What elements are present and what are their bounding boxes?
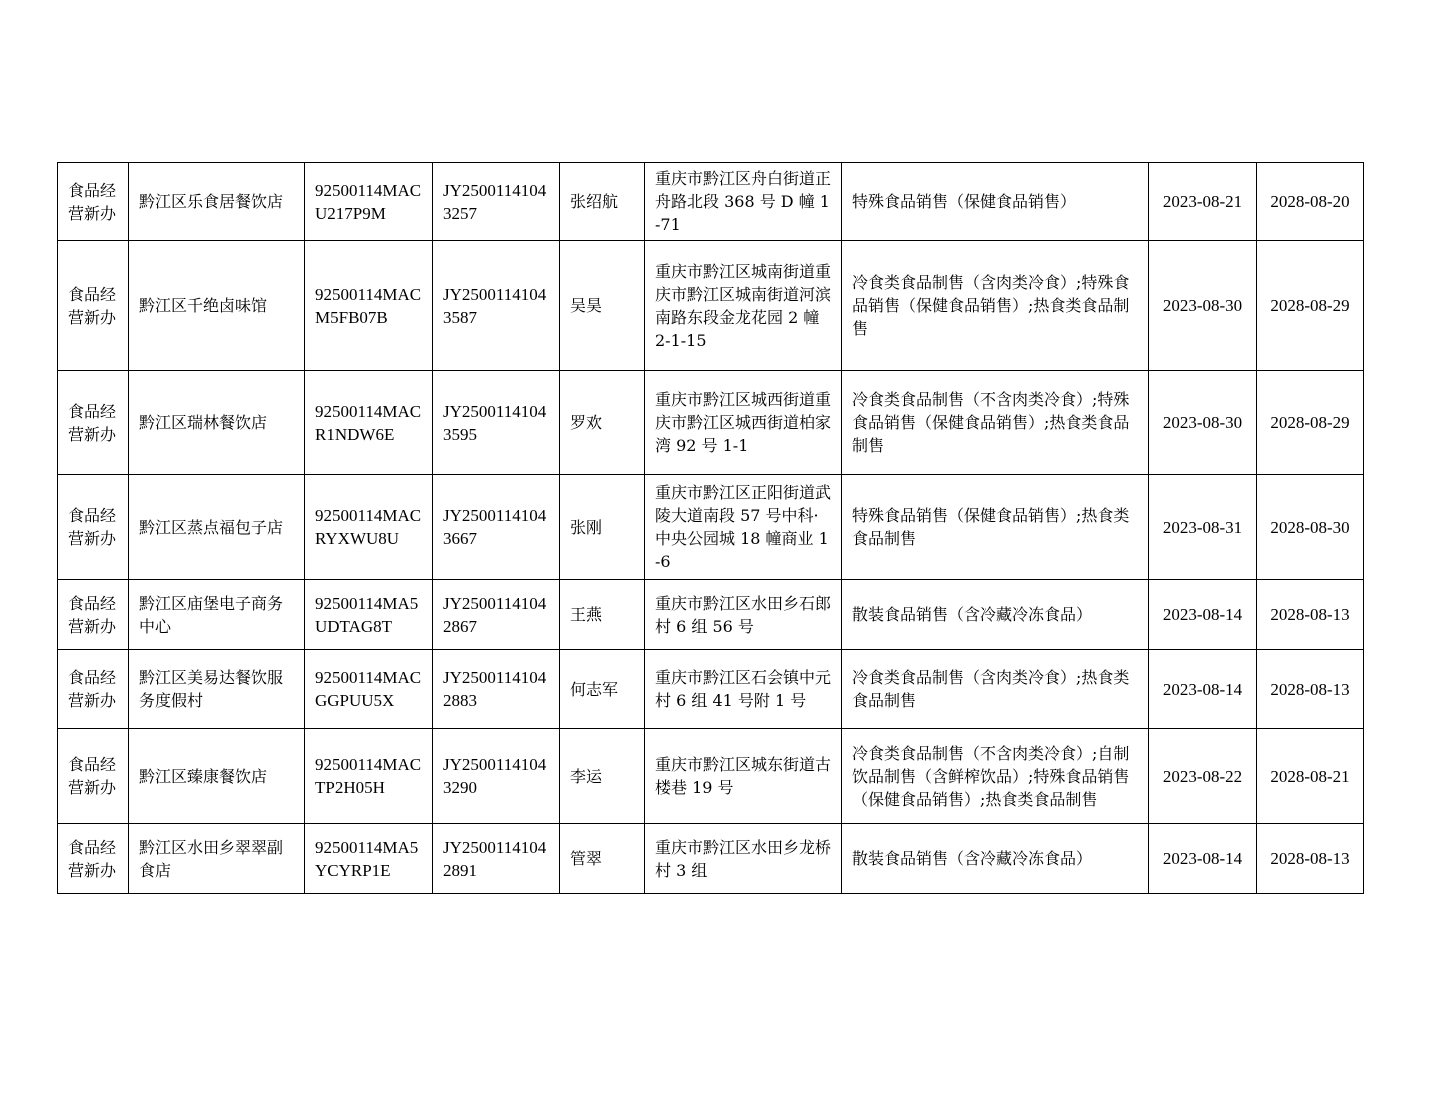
cell-legal-person: 王燕 — [560, 580, 645, 650]
cell-business-scope: 特殊食品销售（保健食品销售） — [842, 163, 1149, 241]
cell-business-scope: 冷食类食品制售（含肉类冷食）;热食类食品制售 — [842, 650, 1149, 729]
cell-start-date: 2023-08-31 — [1149, 475, 1257, 580]
cell-business-scope: 冷食类食品制售（含肉类冷食）;特殊食品销售（保健食品销售）;热食类食品制售 — [842, 241, 1149, 371]
cell-end-date: 2028-08-29 — [1257, 371, 1364, 475]
cell-address: 重庆市黔江区正阳街道武陵大道南段 57 号中科·中央公园城 18 幢商业 1-6 — [645, 475, 842, 580]
cell-address: 重庆市黔江区舟白街道正舟路北段 368 号 D 幢 1-71 — [645, 163, 842, 241]
cell-license-number: JY25001141043257 — [433, 163, 560, 241]
cell-business-name: 黔江区水田乡翠翠副食店 — [129, 824, 305, 894]
cell-end-date: 2028-08-13 — [1257, 824, 1364, 894]
cell-business-scope: 特殊食品销售（保健食品销售）;热食类食品制售 — [842, 475, 1149, 580]
table-row — [58, 729, 1364, 824]
cell-legal-person: 管翠 — [560, 824, 645, 894]
cell-license-type: 食品经营新办 — [58, 475, 129, 580]
cell-license-number: JY25001141042883 — [433, 650, 560, 729]
cell-license-number: JY25001141043595 — [433, 371, 560, 475]
cell-license-type: 食品经营新办 — [58, 163, 129, 241]
cell-start-date: 2023-08-21 — [1149, 163, 1257, 241]
cell-end-date: 2028-08-30 — [1257, 475, 1364, 580]
cell-address: 重庆市黔江区城西街道重庆市黔江区城西街道柏家湾 92 号 1-1 — [645, 371, 842, 475]
cell-business-name: 黔江区乐食居餐饮店 — [129, 163, 305, 241]
cell-start-date: 2023-08-30 — [1149, 371, 1257, 475]
cell-credit-code: 92500114MACRYXWU8U — [305, 475, 433, 580]
cell-legal-person: 张刚 — [560, 475, 645, 580]
table-row — [58, 580, 1364, 650]
cell-end-date: 2028-08-20 — [1257, 163, 1364, 241]
cell-legal-person: 张绍航 — [560, 163, 645, 241]
cell-business-name: 黔江区瑞林餐饮店 — [129, 371, 305, 475]
table-row — [58, 824, 1364, 894]
cell-business-scope: 冷食类食品制售（不含肉类冷食）;自制饮品制售（含鲜榨饮品）;特殊食品销售（保健食品销售）;热食类食品制售 — [842, 729, 1149, 824]
cell-business-scope: 散装食品销售（含冷藏冷冻食品） — [842, 824, 1149, 894]
cell-license-number: JY25001141043290 — [433, 729, 560, 824]
table-row — [58, 241, 1364, 371]
cell-license-number: JY25001141043587 — [433, 241, 560, 371]
table-row — [58, 650, 1364, 729]
cell-address: 重庆市黔江区城南街道重庆市黔江区城南街道河滨南路东段金龙花园 2 幢 2-1-15 — [645, 241, 842, 371]
cell-credit-code: 92500114MACU217P9M — [305, 163, 433, 241]
cell-legal-person: 罗欢 — [560, 371, 645, 475]
cell-address: 重庆市黔江区石会镇中元村 6 组 41 号附 1 号 — [645, 650, 842, 729]
cell-business-name: 黔江区臻康餐饮店 — [129, 729, 305, 824]
cell-start-date: 2023-08-14 — [1149, 650, 1257, 729]
cell-address: 重庆市黔江区水田乡石郎村 6 组 56 号 — [645, 580, 842, 650]
license-table — [57, 162, 1364, 894]
cell-address: 重庆市黔江区水田乡龙桥村 3 组 — [645, 824, 842, 894]
cell-business-name: 黔江区千绝卤味馆 — [129, 241, 305, 371]
cell-start-date: 2023-08-14 — [1149, 580, 1257, 650]
cell-start-date: 2023-08-14 — [1149, 824, 1257, 894]
cell-start-date: 2023-08-22 — [1149, 729, 1257, 824]
cell-license-number: JY25001141042891 — [433, 824, 560, 894]
cell-credit-code: 92500114MACR1NDW6E — [305, 371, 433, 475]
cell-license-type: 食品经营新办 — [58, 729, 129, 824]
cell-credit-code: 92500114MACTP2H05H — [305, 729, 433, 824]
cell-end-date: 2028-08-21 — [1257, 729, 1364, 824]
cell-credit-code: 92500114MACGGPUU5X — [305, 650, 433, 729]
cell-business-scope: 散装食品销售（含冷藏冷冻食品） — [842, 580, 1149, 650]
cell-license-type: 食品经营新办 — [58, 824, 129, 894]
cell-license-type: 食品经营新办 — [58, 241, 129, 371]
cell-end-date: 2028-08-13 — [1257, 650, 1364, 729]
cell-credit-code: 92500114MA5UDTAG8T — [305, 580, 433, 650]
cell-legal-person: 吴昊 — [560, 241, 645, 371]
cell-license-number: JY25001141042867 — [433, 580, 560, 650]
cell-business-name: 黔江区美易达餐饮服务度假村 — [129, 650, 305, 729]
cell-legal-person: 李运 — [560, 729, 645, 824]
cell-credit-code: 92500114MA5YCYRP1E — [305, 824, 433, 894]
cell-license-type: 食品经营新办 — [58, 650, 129, 729]
cell-license-number: JY25001141043667 — [433, 475, 560, 580]
cell-address: 重庆市黔江区城东街道古楼巷 19 号 — [645, 729, 842, 824]
cell-credit-code: 92500114MACM5FB07B — [305, 241, 433, 371]
cell-business-name: 黔江区蒸点福包子店 — [129, 475, 305, 580]
cell-business-name: 黔江区庙堡电子商务中心 — [129, 580, 305, 650]
cell-license-type: 食品经营新办 — [58, 371, 129, 475]
table-row — [58, 371, 1364, 475]
cell-start-date: 2023-08-30 — [1149, 241, 1257, 371]
cell-license-type: 食品经营新办 — [58, 580, 129, 650]
table-row — [58, 475, 1364, 580]
cell-end-date: 2028-08-13 — [1257, 580, 1364, 650]
table-row — [58, 163, 1364, 241]
cell-end-date: 2028-08-29 — [1257, 241, 1364, 371]
cell-legal-person: 何志军 — [560, 650, 645, 729]
cell-business-scope: 冷食类食品制售（不含肉类冷食）;特殊食品销售（保健食品销售）;热食类食品制售 — [842, 371, 1149, 475]
